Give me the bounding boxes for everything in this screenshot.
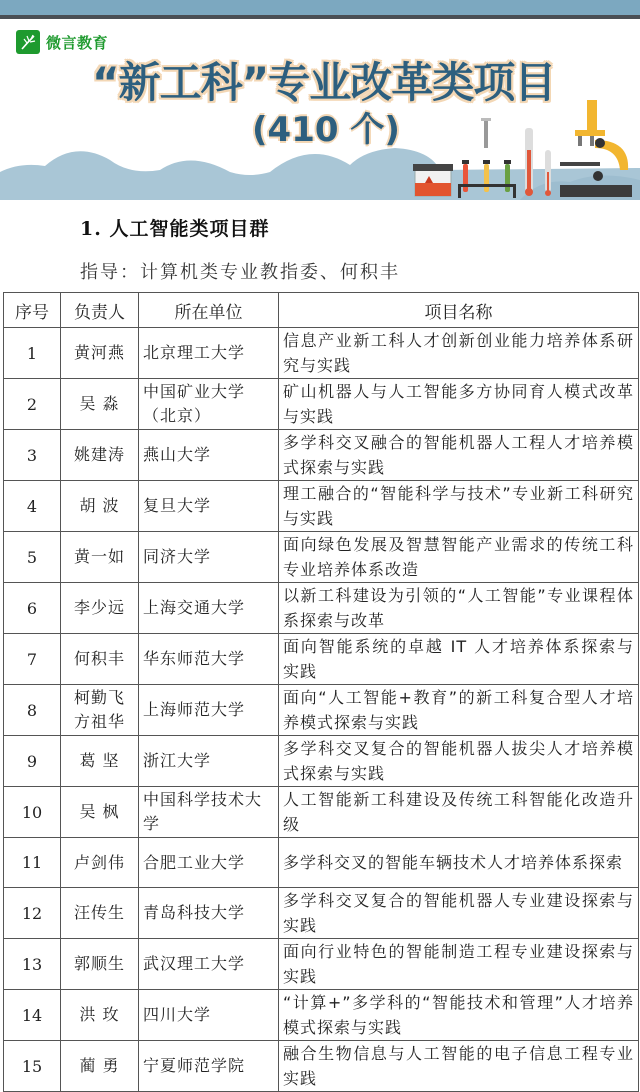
cell-unit: 四川大学 bbox=[139, 990, 279, 1041]
cell-title: 信息产业新工科人才创新创业能力培养体系研究与实践 bbox=[279, 328, 639, 379]
cell-no: 12 bbox=[4, 888, 61, 939]
cell-no: 5 bbox=[4, 532, 61, 583]
cell-title: 多学科交叉融合的智能机器人工程人才培养模式探索与实践 bbox=[279, 430, 639, 481]
cell-no: 8 bbox=[4, 685, 61, 736]
cell-unit: 上海交通大学 bbox=[139, 583, 279, 634]
cell-title: “计算+”多学科的“智能技术和管理”人才培养模式探索与实践 bbox=[279, 990, 639, 1041]
table-row bbox=[4, 1041, 639, 1092]
banner-title: “新工科”专业改革类项目 bbox=[92, 58, 556, 107]
cell-title: 多学科交叉复合的智能机器人拔尖人才培养模式探索与实践 bbox=[279, 736, 639, 787]
brand-logo bbox=[16, 30, 108, 54]
cell-title: 面向智能系统的卓越 IT 人才培养体系探索与实践 bbox=[279, 634, 639, 685]
cell-unit: 中国矿业大学（北京） bbox=[139, 379, 279, 430]
cell-title: 面向绿色发展及智慧智能产业需求的传统工科专业培养体系改造 bbox=[279, 532, 639, 583]
header-title: 项目名称 bbox=[279, 293, 639, 328]
table-row bbox=[4, 838, 639, 888]
cell-no: 3 bbox=[4, 430, 61, 481]
cell-unit: 复旦大学 bbox=[139, 481, 279, 532]
cell-title: 面向行业特色的智能制造工程专业建设探索与实践 bbox=[279, 939, 639, 990]
cell-title: 融合生物信息与人工智能的电子信息工程专业实践 bbox=[279, 1041, 639, 1092]
table-row bbox=[4, 990, 639, 1041]
cell-leader: 黄河燕 bbox=[61, 328, 139, 379]
cell-title: 多学科交叉复合的智能机器人专业建设探索与实践 bbox=[279, 888, 639, 939]
cell-unit: 上海师范大学 bbox=[139, 685, 279, 736]
table-row bbox=[4, 634, 639, 685]
cell-unit: 北京理工大学 bbox=[139, 328, 279, 379]
table-row bbox=[4, 430, 639, 481]
cell-leader: 汪传生 bbox=[61, 888, 139, 939]
table-row bbox=[4, 736, 639, 787]
cell-title: 面向“人工智能+教育”的新工科复合型人才培养模式探索与实践 bbox=[279, 685, 639, 736]
brand-name: 微言教育 bbox=[46, 33, 109, 52]
table-row bbox=[4, 481, 639, 532]
header-banner bbox=[0, 0, 640, 200]
cell-title: 矿山机器人与人工智能多方协同育人模式改革与实践 bbox=[279, 379, 639, 430]
header-no: 序号 bbox=[4, 293, 61, 328]
cell-unit: 青岛科技大学 bbox=[139, 888, 279, 939]
test-tubes-icon bbox=[458, 118, 516, 198]
cell-unit: 宁夏师范学院 bbox=[139, 1041, 279, 1092]
cloud-icon bbox=[0, 148, 640, 200]
cell-leader: 黄一如 bbox=[61, 532, 139, 583]
cell-no: 2 bbox=[4, 379, 61, 430]
table-row bbox=[4, 787, 639, 838]
cell-leader: 何积丰 bbox=[61, 634, 139, 685]
cell-unit: 浙江大学 bbox=[139, 736, 279, 787]
projects-table bbox=[3, 292, 639, 1092]
cell-unit: 华东师范大学 bbox=[139, 634, 279, 685]
cell-no: 6 bbox=[4, 583, 61, 634]
cell-leader: 柯勤飞 方祖华 bbox=[61, 685, 139, 736]
table-row bbox=[4, 939, 639, 990]
cell-leader: 吴 淼 bbox=[61, 379, 139, 430]
table-row bbox=[4, 532, 639, 583]
cell-unit: 合肥工业大学 bbox=[139, 838, 279, 888]
cell-title: 人工智能新工科建设及传统工科智能化改造升级 bbox=[279, 787, 639, 838]
cell-no: 4 bbox=[4, 481, 61, 532]
cell-title: 理工融合的“智能科学与技术”专业新工科研究与实践 bbox=[279, 481, 639, 532]
cell-no: 10 bbox=[4, 787, 61, 838]
cell-unit: 同济大学 bbox=[139, 532, 279, 583]
header-unit: 所在单位 bbox=[139, 293, 279, 328]
cell-leader: 姚建涛 bbox=[61, 430, 139, 481]
header-leader: 负责人 bbox=[61, 293, 139, 328]
cell-leader: 卢剑伟 bbox=[61, 838, 139, 888]
beaker-icon bbox=[413, 164, 453, 196]
cell-unit: 燕山大学 bbox=[139, 430, 279, 481]
cell-no: 13 bbox=[4, 939, 61, 990]
table-row bbox=[4, 583, 639, 634]
cell-leader: 蔺 勇 bbox=[61, 1041, 139, 1092]
cell-leader: 胡 波 bbox=[61, 481, 139, 532]
section-guide: 指导：计算机类专业教指委、何积丰 bbox=[80, 262, 400, 283]
project-count: (410 个) bbox=[252, 110, 400, 150]
cell-no: 15 bbox=[4, 1041, 61, 1092]
leaf-logo-icon bbox=[16, 30, 40, 54]
cell-leader: 李少远 bbox=[61, 583, 139, 634]
cell-no: 9 bbox=[4, 736, 61, 787]
section-title: 1. 人工智能类项目群 bbox=[80, 218, 270, 240]
cell-no: 11 bbox=[4, 838, 61, 888]
cell-no: 1 bbox=[4, 328, 61, 379]
table-row bbox=[4, 888, 639, 939]
table-header-row bbox=[4, 293, 639, 328]
table-row bbox=[4, 328, 639, 379]
cell-leader: 洪 玫 bbox=[61, 990, 139, 1041]
cell-no: 7 bbox=[4, 634, 61, 685]
cell-title: 多学科交叉的智能车辆技术人才培养体系探索 bbox=[279, 838, 639, 888]
cell-title: 以新工科建设为引领的“人工智能”专业课程体系探索与改革 bbox=[279, 583, 639, 634]
table-row bbox=[4, 379, 639, 430]
cell-leader: 葛 坚 bbox=[61, 736, 139, 787]
cell-leader: 郭顺生 bbox=[61, 939, 139, 990]
cell-no: 14 bbox=[4, 990, 61, 1041]
cell-unit: 武汉理工大学 bbox=[139, 939, 279, 990]
table-row bbox=[4, 685, 639, 736]
cell-unit: 中国科学技术大学 bbox=[139, 787, 279, 838]
cell-leader: 吴 枫 bbox=[61, 787, 139, 838]
